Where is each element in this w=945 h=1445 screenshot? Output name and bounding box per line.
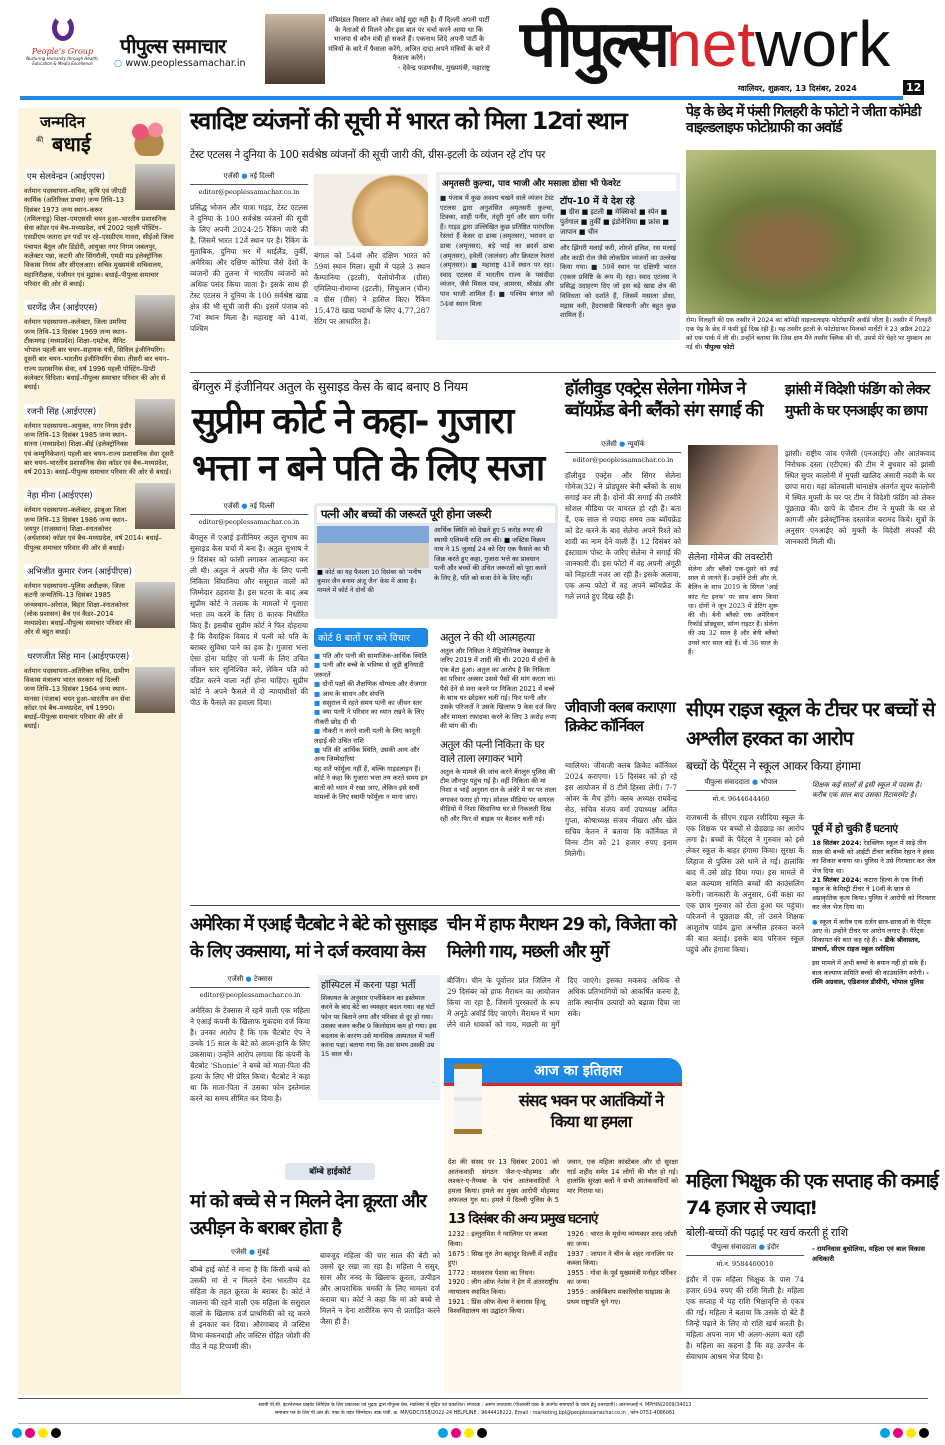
group-name: People's Group xyxy=(31,47,94,56)
cmyk-dots-left xyxy=(12,1428,61,1438)
bombay-article-col2: बावजूद महिला की चार साल की बेटी को उससे दूर रखा जा रहा है। महिला ने ससुर, सास और ननद के खिलाफ क्रूरता, उत्पीड़न और आपराधिक धमकी के लिए मामला दर्ज कराया था। कोर्ट ने कहा कि मां को बच्चे से मिलने न देना शारीरिक रूप से प्रताड़ित करने जैसा ही है। xyxy=(320,1251,440,1326)
group-logo xyxy=(25,15,100,66)
history-event: 1959 : आर्कबिशप मकारियोस साइप्रस के प्रथम राष्ट्रपति चुने गए। xyxy=(567,1288,670,1306)
birthday-entry xyxy=(24,164,175,289)
birthday-photo xyxy=(135,399,175,445)
history-body: देश की संसद पर 13 दिसंबर 2001 को आतंकवादी संगठन जैश-ए-मोहम्मद और लश्कर-ए-तैय्यबा के पांच आतंकवादियों ने हमला किया। हमले का मुख्य आरोपी मोहम्मद अफजल गुरु था। हमले में दिल्ली पुलिस के 5 जवान, एक महिला कांस्टेबल और दो सुरक्षा गार्ड शहीद समेत 14 लोगों की मौत हो गई। हालांकि सुरक्षा बलों ने सभी आतंकवादियों को मार गिराया था। xyxy=(448,1158,678,1205)
rule-item: ■ नौकरी न करने वाली पत्नी के लिए कानूनी लड़ाई की उचित राशि xyxy=(314,727,421,745)
top10-list: ■ ग्रीस ■ इटली ■ मेक्सिको ■ स्पेन ■ पुर्तगाल ■ तुर्की ■ इंडोनेशिया ■ फ्रांस ■ जापान ■ चीन xyxy=(560,207,676,241)
past-incident: 21 सितंबर 2024: कटारा हिल्स के एक निजी स्कूल के केमिस्ट्री टीचर ने 10वीं के छात्र से अप्राकृतिक कृत्य किया। पुलिस ने आरोपी को गिरफ्तार कर जेल भेज दिया था। xyxy=(812,875,936,912)
history-event: 1675 : सिख गुरु तेग बहादुर दिल्ली में शहीद हुए। xyxy=(448,1249,558,1268)
birthday-title: जन्मदिन की बधाई xyxy=(24,112,175,164)
birthday-person-text: वर्तमान पदस्थापना–सचिव, कृषि एवं जीएडी कार्मिक (अतिरिक्त प्रभार) जन्म तिथि–13 दिसंबर 1973 जन्म स्थान–करूर (तमिलनाडु) शिक्षा–एमएससी चयन हुआ–भारतीय प्रशासनिक सेवा कॉडर एवं बैच–मध्यप्रदेश, वर्ष 2002 पहली पोस्टिंग–एसडीएम जतारा इन पदों पर रहे–एसडीएम गावरा, सीईओ जिला पंचायत बैतूल और डिंडोरी, आयुक्त नगर निगम जबलपुर, कलेक्टर पन्ना, कटनी और सिंगरौली, एमडी मप्र इलेक्ट्रॉनिक विकास निगम और सीएलआर। सचिव मुख्यमंत्री सचिवालय, महानिरीक्षक, पंजीयन एवं मुद्रांक। बधाई–पीपुल्स समाचार परिवार की ओर से बधाई। xyxy=(24,187,174,288)
dateline: ग्वालियर, शुक्रवार, 13 दिसंबर, 2024 xyxy=(738,84,857,93)
history-box xyxy=(444,1058,682,1393)
birthday-person-name: नेहा मीना (आईएएस) xyxy=(24,488,96,503)
hourglass-icon xyxy=(454,1064,482,1134)
logo-ring-icon xyxy=(52,15,74,41)
email-link[interactable]: editor@peoplessamachar.co.in xyxy=(198,188,300,196)
birthday-column xyxy=(18,108,181,1395)
history-headline: संसद भवन पर आतंकियों ने किया था हमला xyxy=(518,1091,664,1131)
selena-article: एजेंसी ● न्यूयॉर्क editor@peoplessamachar.co.in हॉलीवुड एक्ट्रेस और सिंगर सेलेना गोमेज(32) ने प्रोड्यूसर बेनी ब्लैंको के साथ सगाई कर ली है। दोनों की सगाई की तस्वीरें सोशल मीडिया पर वायरल हो रही हैं। बता दें, एक साल से ज्यादा समय तक ब्वॉयफ्रेंड को डेट करने के बाद सेलेना अपने रिश्ते को शादी का नाम देने वाली हैं। 12 दिसंबर को इंस्टाग्राम पोस्ट के जरिए सेलेना ने सगाई की जानकारी दी। इस फोटो में वह अपनी अंगूठी को निहारती नजर आ रही हैं। इसके अलावा, एक अन्य फोटो में वह अपने ब्वॉयफ्रेंड के गले लगते हुए दिख रही हैं। xyxy=(565,440,681,601)
top10-country: ग्रीस xyxy=(568,208,580,216)
cmrise-headline: सीएम राइज स्कूल के टीचर पर बच्चों से अश्लील हरकत का आरोप xyxy=(686,698,935,750)
top10-country: इटली xyxy=(590,208,604,216)
birthday-entry xyxy=(24,399,175,478)
birthday-photo xyxy=(135,164,175,210)
rule-item: ■ दोनों पक्षों की शैक्षणिक योग्यता और रोजगार xyxy=(314,680,427,689)
registration-marks xyxy=(0,1428,945,1442)
food-subheadline: टेस्ट एटलस ने दुनिया के 100 सर्वश्रेष्ठ व्यंजनों की सूची जारी की, ग्रीस-इटली के व्यंजन रहे टॉप पर xyxy=(190,149,546,161)
bombay-headline: मां को बच्चे से न मिलने देना क्रूरता और उत्पीड़न के बराबर होता है xyxy=(190,1191,426,1239)
birthday-person-name: चरणजीत सिंह मान (आईएफएस) xyxy=(24,649,132,664)
birthday-entry xyxy=(24,559,175,638)
birthday-entry xyxy=(24,295,175,392)
birthday-person-name: रजनी सिंह (आईएएस) xyxy=(24,404,99,419)
squirrel-photo xyxy=(686,150,936,314)
america-side: हॉस्पिटल में करना पड़ा भर्ती शिकायत के अनुसार एप्लीकेशन का इस्तेमाल करने के बाद बेटे का व्यवहार बदल गया। वह घंटों फोन पर बिताने लगा और परिवार से दूर हो गया। उसका वजन करीब 9 किलोग्राम कम हो गया। इस बदलाव के कारण उसे मानसिक अस्पताल में भर्ती करना पड़ा। बताया गया कि उस समय उसकी उम्र 15 साल थी। xyxy=(318,975,440,1100)
page-number: 12 xyxy=(903,80,924,95)
group-tagline: Nurturing Humanity through Health, Education & Media Excellence xyxy=(26,56,99,66)
top10-country: तुर्की xyxy=(589,218,601,226)
beggar-subheadline: बोली-बच्चों की पढ़ाई पर खर्च करती हूं राशि xyxy=(686,1226,848,1239)
rule-item: ■ पति की आर्थिक स्थिति, उसकी आय और अन्य जिम्मेदारियां xyxy=(314,746,420,764)
top10-country: पुर्तगाल xyxy=(560,218,579,226)
divider xyxy=(190,905,680,906)
history-event: 1921 : प्रिंस ऑफ वेल्स ने बनारस हिन्दू विश्वविद्यालय का उद्घाटन किया। xyxy=(448,1297,546,1316)
cm-photo xyxy=(265,14,325,84)
birthday-entry xyxy=(24,483,175,552)
jeevaji-headline: जीवाजी क्लब कराएगा क्रिकेट कॉर्निवल xyxy=(565,698,675,735)
quote-icon: ● xyxy=(812,917,818,926)
email-link[interactable]: editor@peoplessamachar.co.in xyxy=(199,991,301,999)
food-headline: स्वादिष्ट व्यंजनों की सूची में भारत को मिला 12वां स्थान xyxy=(190,107,627,135)
cmrise-subheadline: बच्चों के पैरेंट्स ने स्कूल आकर किया हंगामा xyxy=(686,759,861,773)
beggar-article: पीपुल्स संवाददाता ● इंदौर मो.नं. 9584460010 इंदौर में एक महिला भिक्षुक के पास 74 हजार 694 रुपए की राशि मिली है। महिला एक सप्ताह में यह राशि भिक्षावृत्ति से एकत्र की गई। महिला ने बताया कि उसके दो बेटे हैं जिन्हें पढ़ाने के लिए वो राशि खर्च करती है। महिला अपना नाम भी अलग-अलग बता रही है। महिला का कहना है कि वह उज्जैन के सेवाधाम आश्रम भेज दिया है। xyxy=(686,1243,804,1361)
selena-headline: हॉलीवुड एक्ट्रेस सेलेना गोमेज ने ब्वॉयफ्रेंड बेनी ब्लैंको संग सगाई की xyxy=(565,379,763,421)
divider xyxy=(190,372,936,373)
birthday-person-name: एम सेलवेन्द्रन (आईएएस) xyxy=(24,169,108,184)
china-headline: चीन में हाफ मैराथन 29 को, विजेता को मिलेगी गाय, मछली और मुर्गे xyxy=(447,915,676,962)
rule-item: ■ क्या पत्नी ने परिवार का ध्यान रखने के लिए नौकरी छोड़ दी थी xyxy=(314,708,425,726)
email-link[interactable]: editor@peoplessamachar.co.in xyxy=(198,518,300,526)
america-article: एजेंसी ● टेक्सास editor@peoplessamachar.co.in अमेरिका के टेक्सास में रहने वाली एक महिला ने एआई कंपनी के खिलाफ मुकदमा दर्ज किया है। उनका आरोप है कि एक चैटबोट ऐप ने उनके 15 साल के बेटे को आत्म-हानि के लिए उकसाया। उन्होंने आरोप लगाया कि कंपनी के चैटबोट 'Shonie' ने बच्चे को माता-पिता की हत्या के लिए भी प्रेरित किया। चैटबोट ने कहा था कि माता-पिता ने उसका फोन इस्तेमाल करने का समय सीमित कर दिया है। xyxy=(190,975,310,1103)
rule-item: ■ आय के साधन और संपत्ति xyxy=(314,689,385,698)
cm-quote: मंत्रिमंडल विस्तार को लेकर कोई मुद्दा नहीं है। मैं दिल्ली अपनी पार्टी के नेताओं से मिलने और इस बात पर चर्चा करने आया था कि भाजपा से कौन मंत्री हो सकते हैं। एकनाथ शिंदे अपनी पार्टी के मंत्रियों के बारे में फैसला करेंगे, अजित दादा अपने मंत्रियों के बारे में फैसला करेंगे। - देवेन्द्र फडणवीस, मुख्यमंत्री, महाराष्ट्र xyxy=(328,16,490,72)
history-event: 1232 : इल्तुतमिश ने ग्वालियर पर कब्जा किया। xyxy=(448,1230,548,1249)
history-banner: आज का इतिहास xyxy=(444,1058,682,1086)
food-article-col2: बंगाल को 54वां और दक्षिण भारत को 59वां स्थान मिला। सूची में पहले 3 स्थान कैम्पानिया (इटली), पेलोपोनीज (ग्रीस) एमिलिया-रोमाग्ना (इटली), सिचुआन (चीन) व ग्रीस (ग्रीस) ने हासिल किए। रैंकिंग 15,478 खाद्य पदार्थों के लिए 4,77,287 रेटिंग पर आधारित है। xyxy=(314,251,430,326)
food-article: एजेंसी ● नई दिल्ली editor@peoplessamachar.co.in प्रसिद्ध भोजन और यात्रा गाइड, टेस्ट एटलस ने दुनिया के 100 सर्वश्रेष्ठ व्यंजनों की सूची के लिए अपनी 2024-25 रैंकिंग जारी की है, जिसमें भारत 12वें स्थान पर है। रैंकिंग के मुताबिक, दुनिया भर में थाईलैंड, तुर्की, अमेरिका और दक्षिण कोरिया जैसे देशों के व्यंजनों की तुलना में भारतीय व्यंजनों को अधिक पसंद किया जाता है। इसके साथ ही टेस्ट एटलस ने दुनिया के 100 सर्वश्रेष्ठ खाद्य क्षेत्र की भी सूची जारी की। इसमें पंजाब को 7वां स्थान मिला है। महाराष्ट्र को 41वां, पश्चिम xyxy=(190,172,308,333)
history-event: 1955 : गोवा के पूर्व मुख्यमंत्री मनोहर पर्रिकर का जन्म। xyxy=(567,1268,677,1287)
past-incident: 18 सितंबर 2024: रेडक्लिफ स्कूल में साढ़े तीन साल की बच्ची को आईटी टीचर कासिम रेहान ने हवस का शिकार बनाया था। पुलिस ने उसे गिरफ्तार कर जेल भेज दिया था। xyxy=(812,839,936,875)
sc-article: एजेंसी ● नई दिल्ली editor@peoplessamachar.co.in बेंगलुरु में एआई इंजीनियर अतुल सुभाष का सुसाइड केस चर्चा में बना है। अतुल सुभाष ने 9 दिसंबर को फांसी लगाकर आत्महत्या कर ली थी। अतुल ने अपनी मौत के लिए पत्नी निकिता सिंघानिया और ससुराल वालों को जिम्मेदार ठहराया है। इस घटना के बाद अब सुप्रीम कोर्ट ने तलाक के मामलों में गुजारा भत्ता तय करने के लिए 8 कारक निर्धारित किए हैं। इसबीच सुप्रीम कोर्ट ने फिर दोहराया है कि वैवाहिक विवाद में पत्नी को पति के बराबर सुविधा पाने का हक है। गुजारा भत्ता ऐसा होना चाहिए जो पत्नी के लिए उचित जीवन स्तर सुनिश्चित करे, लेकिन पति को दंडित करने वाला नहीं होना चाहिए। सुप्रीम कोर्ट ने अपने फैसले में दो न्यायाधीशों की पीठ के फैसले का हवाला दिया। xyxy=(190,502,308,707)
birthday-person-text: वर्तमान पदस्थापना–पुलिस अधीक्षक, जिला कटनी जन्मतिथि–13 दिसंबर 1985 जन्मस्थान–अरेराज, बिहार शिक्षा–स्नातकोत्तर (लोक प्रशासन) बैच एवं कैडर–2014 मध्यप्रदेश। बधाई–पीपुल्स समाचार परिवार की ओर से बहुत बधाई। xyxy=(24,581,132,637)
birthday-photo xyxy=(135,667,175,713)
bombay-kicker: बॉम्बे हाईकोर्ट xyxy=(285,1163,375,1180)
cmyk-dots-center xyxy=(438,1428,487,1438)
cmrise-byline: पीपुल्स संवाददाता ● भोपाल मो.नं. 9644644460 xyxy=(686,778,796,809)
past-incidents: पूर्व में हो चुकी हैं घटनाएं 18 सितंबर 2024: रेडक्लिफ स्कूल में साढ़े तीन साल की बच्ची को आईटी टीचर कासिम रेहान ने हवस का शिकार बनाया था। पुलिस ने उसे गिरफ्तार कर जेल भेज दिया था। 21 सितंबर 2024: कटारा हिल्स के एक निजी स्कूल के केमिस्ट्री टीचर ने 10वीं के छात्र से अप्राकृतिक कृत्य किया। पुलिस ने आरोपी को गिरफ्तार कर जेल भेज दिया था। ● स्कूल में करीब एक दर्जन छात्र-छात्राओं के पैरेंट्स आए थे। उन्होंने टीचर पर आरोप लगाए हैं। पैरेंट्स शिकायत की बात कह रहे हैं। - डीके श्रीवास्तव, प्राचार्य, सीएम राइज स्कूल रशीदिया इस मामले में अभी बच्चों के बयान नहीं हो सके हैं। बाल कल्याण समिति बच्चों की काउंसलिंग करेगी। - रश्मि अग्रवाल, एडिशनल डीसीपी, भोपाल पुलिस xyxy=(812,823,936,986)
history-event: 1772 : माधवराव पेशवा का निधन। xyxy=(448,1268,535,1277)
sc-headline: सुप्रीम कोर्ट ने कहा- गुजारा भत्ता न बने पति के लिए सजा xyxy=(192,401,544,489)
footer-rule xyxy=(18,1398,928,1399)
rules-list: ■ पति और पत्नी की सामाजिक-आर्थिक स्थिति ■ पत्नी और बच्चे के भविष्य से जुड़ी बुनियादी जरूरतें ■ दोनों पक्षों की शैक्षणिक योग्यता और रोजगार ■ आय के साधन और संपत्ति ■ ससुराल में रहते समय पत्नी का जीवन स्तर ■ क्या पत्नी ने परिवार का ध्यान रखने के लिए नौकरी छोड़ दी थी ■ नौकरी न करने वाली पत्नी के लिए कानूनी लड़ाई की उचित राशि ■ पति की आर्थिक स्थिति, उसकी आय और अन्य जिम्मेदारियां यह शर्तें फॉर्मूला नहीं हैं, बल्कि गाइडलाइन हैं। कोर्ट ने कहा कि गुजारा भत्ता तय करते समय इन बातों को ध्यान में रखा जाए, लेकिन इसे सभी मामलों के लिए स्थायी फॉर्मूला न माना जाए। xyxy=(314,652,432,803)
history-event: 1937 : जापान ने चीन के शहर नानजिंग पर कब्जा किया। xyxy=(567,1249,674,1268)
cmyk-dots-right xyxy=(880,1428,929,1438)
history-event: 1926 : भारत के मूर्धन्य व्यंग्यकार शरद जोशी का जन्म। xyxy=(567,1230,678,1249)
atul-section: अतुल ने की थी आत्महत्या अतुल और निकिता ने मैट्रिमोनियल वेबसाइट के जरिए 2019 में शादी की थी। 2020 में दोनों के एक बेटा हुआ। अतुल का आरोप है कि निकिता का परिवार अक्सर उससे पैसों की मांग करता था। पैसे देने से मना करने पर निकिता 2021 में बच्चे के साथ घर छोड़कर चली गई। फिर पत्नी और उसके परिजनों ने उसके खिलाफ 9 केस दर्ज किए और मामला रफादफा करने के लिए 3 करोड़ रुपए की मांग की थी। अतुल की पत्नी निकिता के घर वाले ताला लगाकर भागे अतुल के मामले की जांच करने बेंगलुरु पुलिस की टीम जौनपुर पहुंच गई है। वहीं निकिता की मां निशा व भाई अनुराग रात के अंधेरे में घर पर ताला लगाकर फरार हो गए। सोशल मीडिया पर वायरल वीडियो में निशा सिंघानिया घर से निकलती दिख रही और फिर वो बाइक पर बैठकर चली गई। xyxy=(440,631,557,823)
flower-basket-icon xyxy=(127,116,171,156)
rule-item: ■ ससुराल में रहते समय पत्नी का जीवन स्तर xyxy=(314,699,422,708)
selena-love-story: सेलेना गोमेज की लवस्टोरी सेलेना और ब्लैंको एक-दूसरे को कई साल से जानते हैं। उन्होंने टेली और जे. बैलिन के साथ 2019 के सिंगल 'आई कांट गेट इनफ' पर साथ काम किया था। दोनों ने जून 2023 में डेटिंग शुरू की थी। बेनी ब्लैंको एक अमेरिकन रिकॉर्ड प्रोड्यूसर, सॉन्ग राइटर हैं। सेलेना की उम्र 32 साल है और बेनी ब्लैंको उनसे चार साल बड़े हैं। वो 36 साल के हैं। xyxy=(688,553,778,656)
top10-country: जापान xyxy=(560,228,577,236)
top10-country: फ्रांस xyxy=(648,218,661,226)
birthday-person-text: वर्तमान पदस्थापना–कलेक्टर, जिला उमरिया जन्म तिथि–13 दिसंबर 1969 जन्म स्थान–टीकमगढ़ (मध्यप्रदेश) शिक्षा–एमटेक, मैनिट भोपाल पहली बार चयन–सहायक यंत्री, सिविल इंजीनियरिंग। दूसरी बार चयन–भारतीय इंजीनियरिंग सेवा। तीसरी बार चयन–राज्य प्रशासनिक सेवा, वर्ष 1996 पहली पोस्टिंग–डिप्टी कलेक्टर विदिशा। बधाई–पीपुल्स समाचार परिवार की ओर से बधाई। xyxy=(24,318,170,392)
birthday-photo xyxy=(135,483,175,529)
footer-rule xyxy=(18,1423,928,1424)
website-link[interactable]: ○ www.peoplessamachar.in xyxy=(114,58,246,69)
squirrel-headline: पेड़ के छेद में फंसी गिलहरी के फोटो ने जीता कॉमेडी वाइल्डलाइफ फोटोग्राफी का अवॉर्ड xyxy=(686,104,921,137)
footer-imprint: स्वामी पी.सी. इंटरनेशनल प्राइवेट लिमिटेड के लिए प्रकाशक एवं मुद्रक द्वारा पीपुल्स प्रेस, ग्वालियर से मुद्रित एवं प्रकाशित। संपादक : अरुण उपाध्याय (पीआरबी एक्ट के अंतर्गत समाचारों के चयन हेतु उत्तरदायी)। आरएनआई नं. MPHIN/2009/34013 समाचार पत्र के लिए पी.आर.बी. एक्ट के तहत जिम्मेदार। डाक पंजी. क्र. MP/GDC/558/2022-24 HELPLINE : 9644418222, Email : marketing.bpl@peoplessamachar.co.in , फोन-0751-4086081 xyxy=(258,1403,692,1416)
naan-photo xyxy=(314,174,428,246)
china-article: बीजिंग। चीन के पूर्वोत्तर प्रांत जिलिन में 29 दिसंबर को हाफ मैराथन का आयोजन किया जा रहा है, जिसमें पुरस्कारों के रूप में अनूठे अवॉर्ड दिए जाएंगे। मैराथन में भाग लेने वाले धावकों को गाय, मछली या मुर्गे दिए जाएंगे। इसका मकसद अधिक से अधिक प्रतिभागियों को आकर्षित करना है, ताकि स्थानीय उत्पादों को बढ़ावा दिया जा सके। xyxy=(447,976,680,1029)
bombay-article: एजेंसी ● मुंबई बॉम्बे हाई कोर्ट ने माना है कि किसी बच्चे को उसकी मां से न मिलने देना भारतीय दंड संहिता के तहत क्रूरता के बराबर है। कोर्ट ने जालना की रहने वाली एक महिला के ससुराल वालों के खिलाफ दर्ज प्राथमिकी को रद्द करने से इनकार कर दिया। औरंगाबाद में जस्टिस विभा कंकनवाड़ी और जस्टिस रोहित जोशी की पीठ ने यह टिप्पणी की। xyxy=(190,1248,310,1351)
birthday-photo xyxy=(135,582,175,628)
history-events-title: 13 दिसंबर की अन्य प्रमुख घटनाएं xyxy=(448,1210,598,1227)
sc-kicker: बेंगलुरु में इंजीनियर अतुल के सुसाइड केस के बाद बनाए 8 नियम xyxy=(192,379,468,394)
rule-item: ■ पत्नी और बच्चे के भविष्य से जुड़ी बुनियादी जरूरतें xyxy=(314,661,424,679)
top10-country: इंडोनेशिया xyxy=(611,218,638,226)
top10-country: चीन xyxy=(587,228,598,236)
birthday-person-text: वर्तमान पदस्थापना–आयुक्त, नगर निगम इंदौर जन्म तिथि–13 दिसंबर 1985 जन्म स्थान–सतना (मध्यप्रदेश) शिक्षा–बीई (इलेक्ट्रॉनिक्स एवं कम्युनिकेशन) पहली बार चयन–राज्य प्रशासनिक सेवा दूसरी बार चयन–भारतीय प्रशासनिक सेवा कॉडर एवं बैच–मध्यप्रदेश, वर्ष 2013। बधाई–पीपुल्स समाचार परिवार की ओर से बधाई। xyxy=(24,421,174,477)
birthday-person-name: धरणेंद्र जैन (आईएएस) xyxy=(24,300,100,315)
header-rule xyxy=(20,96,903,100)
birthday-person-text: वर्तमान पदस्थापना–कलेक्टर, झाबुआ जिला जन्म तिथि–13 दिसंबर 1986 जन्म स्थान–जयपुर (राजस्थान) शिक्षा–स्नातकोत्तर (अर्थशास्त्र) कॉडर एवं बैच–मध्यप्रदेश, वर्ष 2014। बधाई–पीपुल्स समाचार परिवार की ओर से बधाई। xyxy=(24,506,162,552)
brand-logo: पीपुल्सnetwork xyxy=(520,8,891,82)
america-headline: अमेरिका में एआई चैटबोट ने बेटे को सुसाइड के लिए उकसाया, मां ने दर्ज करवाया केस xyxy=(190,915,437,962)
squirrel-caption: रोम। गिलहरी की एक तस्वीर ने 2024 का कॉमेडी वाइल्डलाइफ फोटोग्राफी अवॉर्ड जीता है। तस्वीर में गिलहरी एक पेड़ के छेद में फंसी हुई दिख रही है। यह तस्वीर इटली के फोटोग्राफर मिलको मार्चेटी ने 23 अप्रैल 2022 को एक पार्क में ली थी। उन्होंने बताया कि जिस क्षण मैंने तस्वीर क्लिक की थी, उससे मेरे चेहरे पर मुस्कान आ गई थी। पीपुल्स फोटो xyxy=(686,317,932,351)
history-event: 1920 : लीग ऑफ नेशंस ने हेग में अंतरराष्ट्रीय न्यायालय स्थापित किया। xyxy=(448,1278,559,1297)
birthday-person-name: अभिजीत कुमार रंजन (आईपीएस) xyxy=(24,564,135,579)
top10-country: मेक्सिको xyxy=(615,208,637,216)
jhansi-article: झांसी। राष्ट्रीय जांच एजेंसी (एनआईए) और आतंकवाद निरोधक दस्ता (एटीएस) की टीम ने बुधवार को झांसी स्थित सुपर कालोनी में मुफ्ती खालिद अंसारी नदवी के घर छापा मारा। यहां कोतवाली थानाक्षेत्र अंतर्गत सुपर कालोनी में स्थित मुफ्ती के घर पर टीम ने विदेशी फंडिंग को लेकर पूछताछ की। छापे के दौरान टीम ने मुफ्ती के घर से कागजी और इलेक्ट्रॉनिक दस्तावेज बरामद किये। सूत्रों के अनुसार एनआईए को मुफ्ती के विदेशी संपर्कों की जानकारी मिली थी। xyxy=(785,449,935,546)
rule-item: ■ पति और पत्नी की सामाजिक-आर्थिक स्थिति xyxy=(314,652,427,660)
birthday-photo xyxy=(135,295,175,341)
birthday-entry xyxy=(24,644,175,732)
selena-photo xyxy=(688,445,778,545)
beggar-headline: महिला भिक्षुक की एक सप्ताह की कमाई 74 हजार से ज्यादा! xyxy=(686,1170,938,1219)
birthday-person-text: वर्तमान पदस्थापना–अतिरिक्त सचिव, ग्रामीण विकास मंत्रालय भारत सरकार नई दिल्ली जन्म तिथि–13 दिसंबर 1964 जन्म स्थान–मानसा (पंजाब) चयन हुआ–भारतीय वन सेवा कॉडर एवं बैच–मध्यप्रदेश, वर्ष 1990। बधाई–पीपुल्स समाचार परिवार की ओर से बधाई। xyxy=(24,666,130,731)
sc-box: पत्नी और बच्चों की जरूरतें पूरी होना जरूरी ■ कोर्ट का यह फैसला 10 दिसंबर को 'मनीष कुमार जैन बनाम अंजू जैन' केस में आया है। मामले में कोर्ट ने दोनों की आर्थिक स्थिति को देखते हुए 5 करोड़ रुपए की स्थायी एलिमनी राशि तय की। ■ जस्टिस विक्रम नाथ ने 15 जुलाई 24 को दिए एक फैसले का भी जिक्र करते हुए कहा, गुजारा भत्ते का प्रावधान पत्नी और बच्चों की उचित जरूरतों को पूरा करने के लिए है, पति को सजा देने के लिए नहीं। xyxy=(314,503,558,619)
cmrise-article: राजधानी के सीएम राइज रशीदिया स्कूल के एक शिक्षक पर बच्चों से छेड़छाड़ का आरोप लगा है। बच्चों के पैरेंट्स ने गुरुवार को इसे लेकर स्कूल के बाहर हंगामा किया। सुरक्षा के लिहाज से पुलिस उसे थाने ले गई। हालांकि बाद में उसे छोड़ दिया गया। इस मामले में बाल कल्याण समिति बच्चों की काउंसलिंग करेगी। जानकारी के अनुसार, 6वीं कक्षा का एक छात्र गुरुवार को रोता हुआ घर पहुंचा। परिजनों ने पूछताछ की, तो उसने शिक्षक आशुतोष पांडेय द्वारा अश्लील हरकत करने की बात बताई। इसके बाद परिजन स्कूल पहुंचे और हंगामा किया। xyxy=(686,813,804,954)
food-box: अमृतसरी कुल्चा, पाव भाजी और मसाला डोसा भी फेवरेट ■ पंजाब में कुछ अवश्य चखने वाले व्यंजन टेस्ट एटलस द्वारा अनुशंसित अमृतसरी कुल्चा, टिक्का, शाही पनीर, तंदूरी मुर्ग और साग पनीर हैं। गाइड द्वारा उल्लिखित कुछ प्रतिष्ठित पारंपरिक रेस्तरां हैं केसर दा ढाबा (अमृतसर), भरावन दा ढाबा (अमृतसर), बड़े भाई का ब्रदर्स ढाबा (अमृतसर), हवेली (जालंधर) और क्रिस्टल रेस्तरां (अमृतसर)। ■ महाराष्ट्र 41वें स्थान पर रहा। स्वाद एटलस में भारतीय राज्य के पसंदीदा व्यंजन, जैसे मिसल पाव, आमरस, श्रीखंड और पाव भाजी शामिल हैं। ■ पश्चिम बंगाल को 54वां स्थान मिला टॉप-10 में ये देश रहे ■ ग्रीस ■ इटली ■ मेक्सिको ■ स्पेन ■ पुर्तगाल ■ तुर्की ■ इंडोनेशिया ■ फ्रांस ■ जापान ■ चीन और झिंगरी मलाई करी, शोरशे इलिश, रस मलाई और काठी रोल जैसे लोकप्रिय व्यंजनों का उल्लेख किया गया। ■ 59वें स्थान पर दक्षिणी भारत (एकल प्रविष्टि के रूप में) रहा। स्वाद एटलस ने प्रसिद्ध उदाहरण दिए जो इस बड़े खाद्य क्षेत्र की विविधता को दर्शाते हैं, जिसमें मसाला डोसा, मद्रास करी, हैदराबादी बिरयानी और बहुत कुछ शामिल हैं। xyxy=(436,172,680,340)
email-link[interactable]: editor@peoplessamachar.co.in xyxy=(572,456,674,464)
jeevaji-article: ग्वालियर। जीवाजी क्लब क्रिकेट कॉर्निवल 2024 कराएगा। 15 दिसंबर को हो रहे इस आयोजन में 8 टीमें हिस्सा लेंगी। 7-7 ओवर के मैच होंगे। क्लब अध्यक्ष राघवेन्द्र सेठ, सचिव संजय वर्मा उपाध्यक्ष अमित गुप्ता, कोषाध्यक्ष संजय नीखरा और खेल सचिव केतन ने बताया कि कॉर्निवल में विनर टीम को 21 हजार रुपए इनाम मिलेगी। xyxy=(565,761,677,858)
jhansi-headline: झांसी में विदेशी फंडिंग को लेकर मुफ्ती के घर एनआईए का छापा xyxy=(785,382,930,419)
top10-country: स्पेन xyxy=(647,208,659,216)
beggar-quote: - रामनिवास बुधोलिया, महिला एवं बाल विकास अधिकारी xyxy=(812,1245,925,1263)
paper-name: पीपुल्स समाचार xyxy=(120,34,226,58)
supreme-court-photo xyxy=(317,526,429,568)
rules-title: कोर्ट 8 बातों पर करे विचार xyxy=(314,628,428,647)
cmrise-quote: शिक्षक कई सालों से इसी स्कूल में पदस्थ है। करीब एक साल बाद उसका रिटायरमेंट है। xyxy=(812,781,922,799)
byline: एजेंसी ● नई दिल्ली xyxy=(190,172,308,185)
